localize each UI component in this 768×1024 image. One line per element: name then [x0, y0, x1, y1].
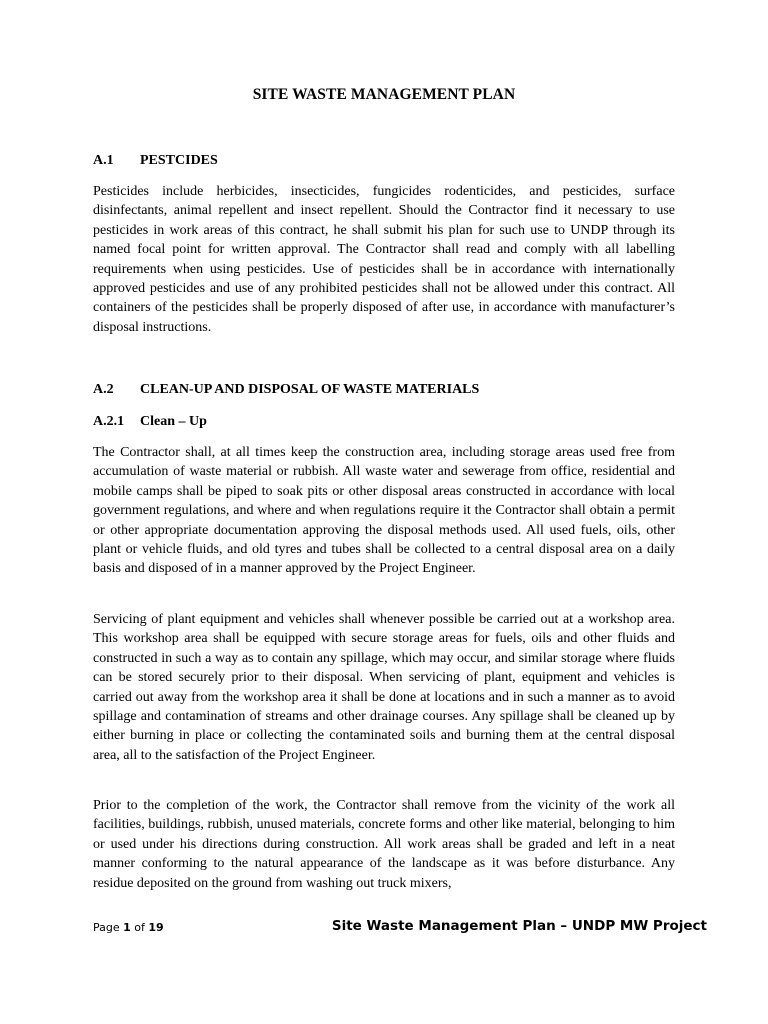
- section-title: CLEAN-UP AND DISPOSAL OF WASTE MATERIALS: [140, 382, 480, 397]
- section-heading-a2: [93, 382, 479, 398]
- page-label: Page: [93, 921, 124, 934]
- page-total: 19: [148, 921, 164, 934]
- section-title: PESTCIDES: [140, 153, 218, 168]
- document-title: SITE WASTE MANAGEMENT PLAN: [252, 86, 516, 103]
- paragraph-completion: Prior to the completion of the work, the Contractor shall remove from the vicinity of the work all facilities, buildings, rubbish, unused materials, concrete forms and other like material, belonging to him or used under his directions during construction. All work areas shall be graded and left in a neat manner conforming to the natural appearance of the landscape as it was before disturbance. Any residue deposited on the ground from washing out truck mixers,: [93, 798, 675, 891]
- page-number: [93, 921, 164, 934]
- paragraph-cleanup: The Contractor shall, at all times keep the construction area, including storage areas used free from accumulation of waste material or rubbish. All waste water and sewerage from office, residential and mobile camps shall be piped to soak pits or other disposal areas constructed in accordance with local government regulations, and where and when regulations require it the Contractor shall obtain a permit or other appropriate documentation approving the disposal methods used. All used fuels, oils, other plant or vehicle fluids, and old tyres and tubes shall be collected to a central disposal area on a daily basis and disposed of in a manner approved by the Project Engineer.: [93, 445, 675, 577]
- section-number: A.2: [93, 382, 114, 397]
- page-of-label: of: [130, 921, 149, 934]
- page-current: 1: [123, 921, 131, 934]
- paragraph-servicing: Servicing of plant equipment and vehicles shall whenever possible be carried out at a workshop area. This workshop area shall be equipped with secure storage areas for fuels, oils and other fluids and constructed in such a way as to contain any spillage, which may occur, and similar storage where fluids can be stored securely prior to their disposal. When servicing of plant, equipment and vehicles is carried out away from the workshop area it shall be done at locations and in such a manner as to avoid spillage and contamination of streams and other drainage courses. Any spillage shall be cleaned up by either burning in place or collecting the contaminated soils and burning them at the central disposal area, all to the satisfaction of the Project Engineer.: [93, 612, 675, 763]
- paragraph-pesticides: Pesticides include herbicides, insecticides, fungicides rodenticides, and pesticides, surface disinfectants, animal repellent and insect repellent. Should the Contractor find it necessary to use pesticides in work areas of this contract, he shall submit his plan for such use to UNDP through its named focal point for written approval. The Contractor shall read and comply with all labelling requirements when using pesticides. Use of pesticides shall be in accordance with internationally approved pesticides and use of any prohibited pesticides shall not be allowed under this contract. All containers of the pesticides shall be properly disposed of after use, in accordance with manufacturer’s disposal instructions.: [93, 184, 675, 335]
- subsection-heading-a21: [93, 414, 207, 430]
- subsection-number: A.2.1: [93, 414, 125, 429]
- section-number: A.1: [93, 153, 114, 168]
- section-heading-a1: [93, 153, 218, 169]
- page-footer: [93, 918, 707, 938]
- subsection-title: Clean – Up: [140, 414, 207, 429]
- footer-document-title: Site Waste Management Plan – UNDP MW Project: [331, 918, 707, 934]
